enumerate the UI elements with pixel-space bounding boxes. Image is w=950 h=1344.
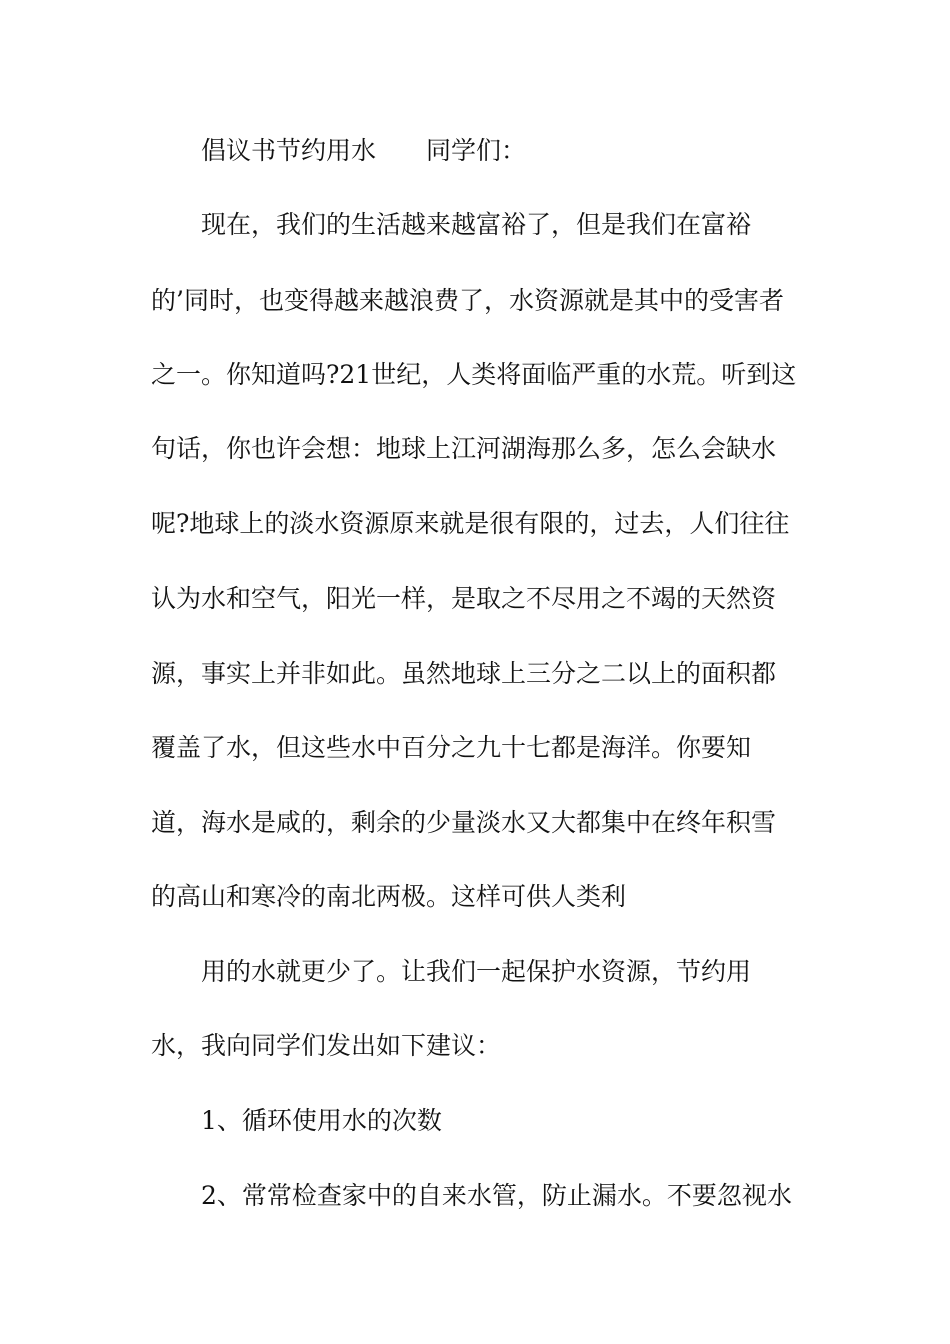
list-item: 1、循环使用水的次数 (201, 1106, 442, 1135)
paragraph-line: 呢?地球上的淡水资源原来就是很有限的，过去，人们往往 (151, 509, 790, 538)
document-title-line: 倡议书节约用水 同学们： (201, 136, 527, 165)
paragraph-line: 水，我向同学们发出如下建议： (151, 1031, 502, 1060)
paragraph-line: 认为水和空气，阳光一样，是取之不尽用之不竭的天然资 (151, 584, 777, 613)
paragraph-line: 道，海水是咸的，剩余的少量淡水又大都集中在终年积雪 (151, 808, 777, 837)
paragraph-line: 之一。你知道吗?21世纪，人类将面临严重的水荒。听到这 (151, 360, 797, 389)
paragraph-line: 的高山和寒冷的南北两极。这样可供人类利 (151, 882, 627, 911)
paragraph-line: 句话，你也许会想：地球上江河湖海那么多，怎么会缺水 (151, 434, 777, 463)
paragraph-line: 覆盖了水，但这些水中百分之九十七都是海洋。你要知 (151, 733, 752, 762)
paragraph-line: 源，事实上并非如此。虽然地球上三分之二以上的面积都 (151, 659, 777, 688)
list-item: 2、常常检查家中的自来水管，防止漏水。不要忽视水 (201, 1181, 792, 1210)
paragraph-line: 现在，我们的生活越来越富裕了，但是我们在富裕 (201, 210, 752, 239)
paragraph-line: 的’同时，也变得越来越浪费了，水资源就是其中的受害者 (151, 286, 784, 315)
paragraph-line: 用的水就更少了。让我们一起保护水资源，节约用 (201, 957, 752, 986)
